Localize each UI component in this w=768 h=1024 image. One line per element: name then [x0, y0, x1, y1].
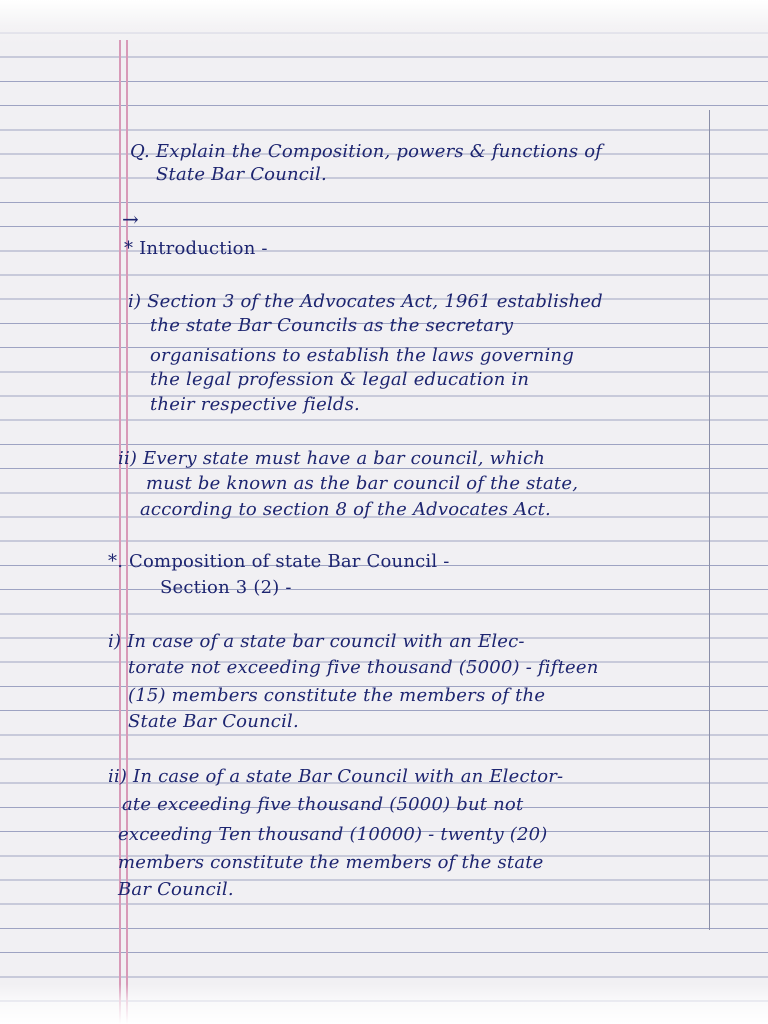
composition-point2-line-1: ii) In case of a state Bar Council with an Elector- — [108, 766, 564, 787]
composition-point2-line-4: members constitute the members of the state — [118, 852, 544, 873]
composition-point1-line-2: torate not exceeding five thousand (5000) - fifteen — [128, 657, 599, 678]
introduction-heading: * Introduction - — [124, 238, 268, 259]
intro-point1-line-3: organisations to establish the laws governing — [150, 345, 574, 366]
intro-point1-line-2: the state Bar Councils as the secretary — [150, 315, 514, 336]
intro-point1-line-4: the legal profession & legal education in — [150, 369, 530, 390]
composition-heading: *. Composition of state Bar Council - — [108, 551, 450, 572]
intro-point2-line-3: according to section 8 of the Advocates Act. — [140, 499, 551, 520]
arrow-mark: → — [122, 207, 139, 231]
composition-point1-line-1: i) In case of a state bar council with an Elec- — [108, 631, 525, 652]
composition-point2-line-3: exceeding Ten thousand (10000) - twenty (20) — [118, 824, 548, 845]
composition-point2-line-5: Bar Council. — [118, 879, 234, 900]
composition-subheading: Section 3 (2) - — [160, 577, 292, 598]
question-line-2: State Bar Council. — [156, 164, 327, 185]
intro-point2-line-2: must be known as the bar council of the state, — [146, 473, 579, 494]
page-bottom-edge — [0, 984, 768, 1024]
intro-point1-line-5: their respective fields. — [150, 394, 360, 415]
composition-point2-line-2: ate exceeding five thousand (5000) but not — [122, 794, 524, 815]
intro-point2-line-1: ii) Every state must have a bar council, which — [118, 448, 546, 469]
intro-point1-line-1: i) Section 3 of the Advocates Act, 1961 established — [128, 291, 603, 312]
composition-point1-line-3: (15) members constitute the members of the — [128, 685, 546, 706]
question-line-1: Q. Explain the Composition, powers & functions of — [130, 141, 603, 162]
composition-point1-line-4: State Bar Council. — [128, 711, 299, 732]
